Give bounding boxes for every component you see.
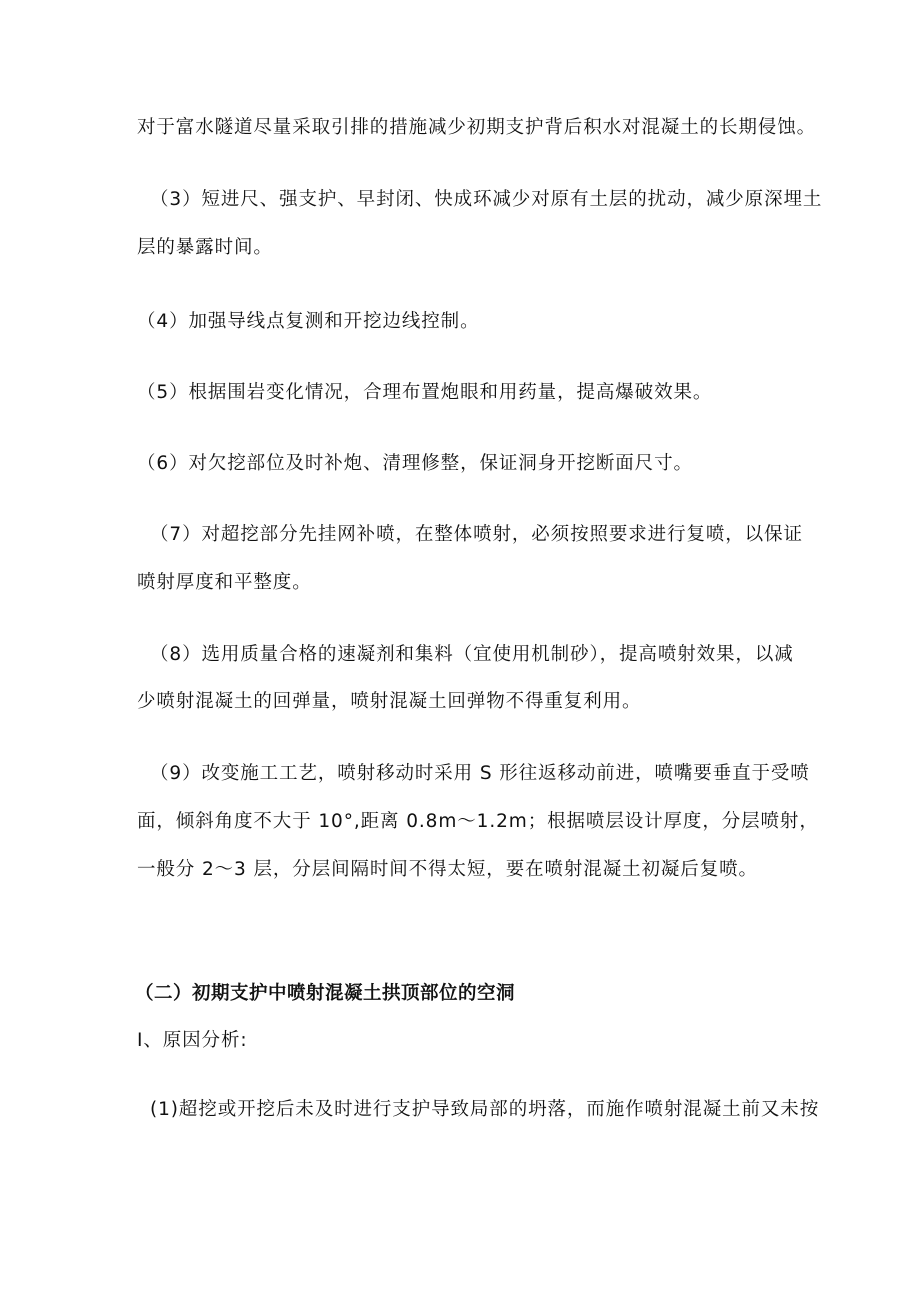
paragraph-line: 对于富水隧道尽量采取引排的措施减少初期支护背后积水对混凝土的长期侵蚀。 [137, 117, 817, 138]
paragraph-line: 层的暴露时间。 [137, 237, 273, 258]
paragraph-line: （8）选用质量合格的速凝剂和集料（宜使用机制砂），提高喷射效果，以减 [150, 644, 794, 665]
paragraph-line: 喷射厚度和平整度。 [137, 572, 312, 593]
paragraph-line: （9）改变施工工艺，喷射移动时采用 S 形往返移动前进，喷嘴要垂直于受喷 [150, 763, 810, 784]
subsection-label: I、原因分析: [137, 1030, 248, 1051]
paragraph-line: （4）加强导线点复测和开挖边线控制。 [137, 311, 480, 332]
paragraph-line: （7）对超挖部分先挂网补喷，在整体喷射，必须按照要求进行复喷，以保证 [150, 524, 803, 545]
paragraph-line: (1)超挖或开挖后未及时进行支护导致局部的坍落，而施作喷射混凝土前又未按 [150, 1099, 820, 1120]
section-heading: （二）初期支护中喷射混凝土拱顶部位的空洞 [135, 983, 516, 1004]
paragraph-line: （6）对欠挖部位及时补炮、清理修整，保证洞身开挖断面尺寸。 [137, 453, 693, 474]
paragraph-line: （3）短进尺、强支护、早封闭、快成环减少对原有土层的扰动，减少原深埋土 [150, 189, 823, 210]
paragraph-line: 一般分 2～3 层，分层间隔时间不得太短，要在喷射混凝土初凝后复喷。 [137, 859, 758, 880]
paragraph-line: 少喷射混凝土的回弹量，喷射混凝土回弹物不得重复利用。 [137, 691, 642, 712]
paragraph-line: 面，倾斜角度不大于 10°,距离 0.8m～1.2m；根据喷层设计厚度，分层喷射， [137, 811, 819, 832]
paragraph-line: （5）根据围岩变化情况，合理布置炮眼和用药量，提高爆破效果。 [137, 382, 713, 403]
